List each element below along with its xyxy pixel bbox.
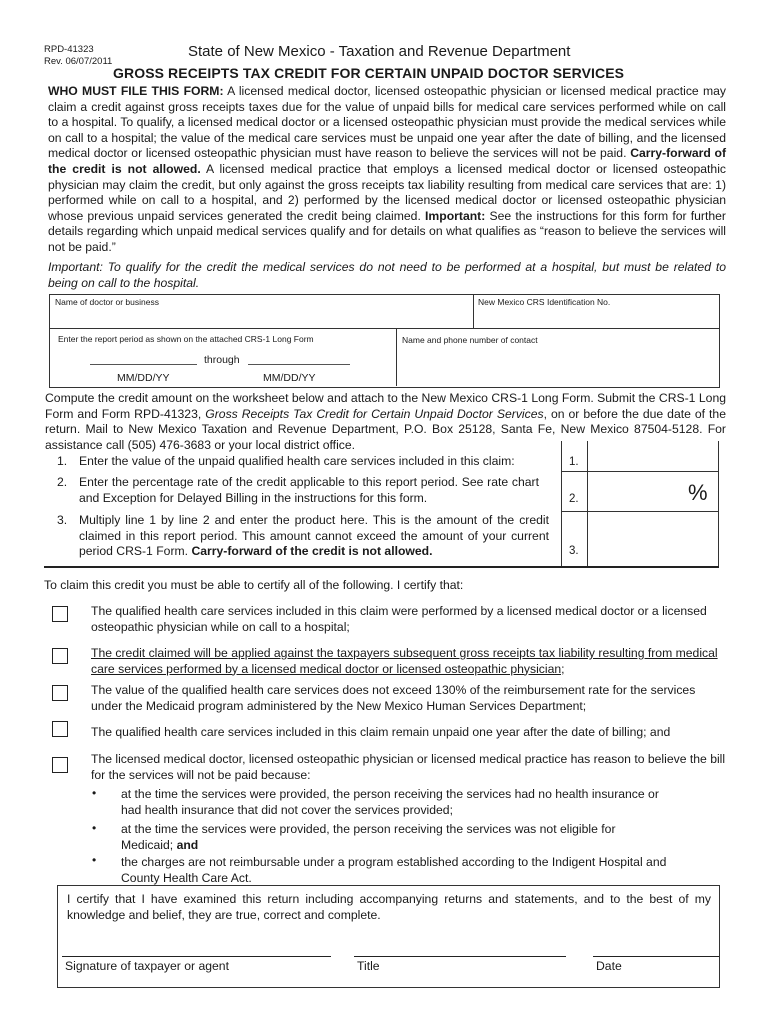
signature-label: Signature of taxpayer or agent bbox=[65, 959, 229, 973]
line1-amount-field[interactable] bbox=[589, 443, 717, 470]
certify-checkbox-2[interactable] bbox=[52, 648, 68, 664]
period-start-field[interactable] bbox=[90, 364, 197, 365]
certify-checkbox-4[interactable] bbox=[52, 721, 68, 737]
certify-intro: To claim this credit you must be able to certify all of the following. I certify that: bbox=[44, 578, 464, 592]
end-date-format: MM/DD/YY bbox=[263, 372, 316, 384]
line3-carry-forward: Carry-forward of the credit is not allowed. bbox=[191, 544, 433, 559]
compute-instructions: Compute the credit amount on the worksheet below and attach to the New Mexico CRS-1 Long Form. Submit the CRS-1 Long Form and Form RPD-41323, Gross Receipts Tax Credit for Certain Unpaid Doctor Services, on or before the due date of the return. Mail to New Mexico Taxation and Revenue Department, P.O. Box 25128, Santa Fe, New Mexico 87504-5128. For assistance call (505) 476-3683 or your local district office. bbox=[45, 391, 726, 452]
line2-text: Enter the percentage rate of the credit applicable to this report period. See rate chart and Exception for Delayed Billing in the instructions for this form. bbox=[79, 475, 539, 505]
certify-checkbox-1[interactable] bbox=[52, 606, 68, 622]
line3-text: Multiply line 1 by line 2 and enter the product here. This is the amount of the credit claimed in this report period. This amount cannot exceed the amount of your current period CRS-1 Form. Carry-forward of the credit is not allowed. bbox=[79, 513, 549, 559]
contact-field[interactable] bbox=[400, 346, 716, 384]
certify-item-2: The credit claimed will be applied against the taxpayers subsequent gross receipts tax liability resulting from medical care services performed by a licensed medical doctor or licensed osteopathic physician; bbox=[91, 646, 718, 676]
who-must-file-paragraph: WHO MUST FILE THIS FORM: A licensed medical doctor, licensed osteopathic physician or licensed medical practice may claim a credit against gross receipts taxes due for the value of unpaid bills for medical care services performed while on call to a hospital. To qualify, a licensed medical doctor or a licensed osteopathic physician must provide the medical services while on call to a hospital; the value of the medical care services must be unpaid one year after the date of billing, and the licensed medical doctor or licensed osteopathic physician must have reason to believe the services will not be paid. Carry-forward of the credit is not allowed. A licensed medical practice that employs a licensed medical doctor or licensed osteopathic physician may claim the credit, but only against the gross receipts tax liability resulting from medical care services that are: 1) performed while on call to a hospital, and 2) performed by the licensed medical doctor or licensed osteopathic physician whose previous unpaid services generated the credit being claimed. Important: See the instructions for this form for further details regarding which unpaid medical services qualify and for details on what qualifies as “reason to believe the services will not be paid.” bbox=[48, 84, 727, 254]
certify-item-5: The licensed medical doctor, licensed osteopathic physician or licensed medical practice has reason to believe the bill for the services will not be paid because: bbox=[91, 752, 726, 782]
line1-number: 1. bbox=[57, 454, 68, 468]
through-label: through bbox=[204, 354, 240, 366]
signature-field[interactable] bbox=[62, 956, 331, 957]
certify-item-4: The qualified health care services included in this claim remain unpaid one year after the date of billing; and bbox=[91, 725, 671, 739]
bullet-icon: • bbox=[92, 853, 97, 867]
line1-text: Enter the value of the unpaid qualified health care services included in this claim: bbox=[79, 454, 515, 468]
revision-date: Rev. 06/07/2011 bbox=[44, 56, 113, 67]
reason-bullet-2: at the time the services were provided, the person receiving the services was not eligible for Medicaid; and bbox=[121, 822, 616, 852]
reason-bullet-1: at the time the services were provided, the person receiving the services had no health insurance or had health insurance that did not cover the services provided; bbox=[121, 787, 659, 817]
line3-number: 3. bbox=[57, 513, 68, 527]
crs-id-field-label: New Mexico CRS Identification No. bbox=[478, 297, 611, 307]
certify-item-1: The qualified health care services included in this claim were performed by a licensed medical doctor or a licensed osteopathic physician while on call to a hospital; bbox=[91, 604, 707, 634]
certify-checkbox-5[interactable] bbox=[52, 757, 68, 773]
form-title-italic: Gross Receipts Tax Credit for Certain Unpaid Doctor Services bbox=[205, 406, 544, 421]
reason-bullet-2-and: and bbox=[176, 837, 199, 852]
who-must-file-label: WHO MUST FILE THIS FORM: bbox=[48, 84, 224, 98]
certification-statement: I certify that I have examined this return including accompanying returns and statements, and to the best of my knowledge and belief, they are true, correct and complete. bbox=[67, 892, 711, 922]
title-field[interactable] bbox=[354, 956, 566, 957]
bullet-icon: • bbox=[92, 821, 97, 835]
certify-item-3: The value of the qualified health care services does not exceed 130% of the reimbursement rate for the services under the Medicaid program administered by the New Mexico Human Services Department; bbox=[91, 683, 696, 713]
line1-box-label: 1. bbox=[569, 456, 579, 468]
important-label: Important: bbox=[425, 208, 486, 223]
percent-sign: % bbox=[688, 480, 708, 505]
line3-box-label: 3. bbox=[569, 545, 579, 557]
reason-bullet-3: the charges are not reimbursable under a program established according to the Indigent Hospital and County Health Care Act. bbox=[121, 855, 667, 885]
period-end-field[interactable] bbox=[248, 364, 350, 365]
title-label: Title bbox=[357, 959, 380, 973]
report-period-label: Enter the report period as shown on the attached CRS-1 Long Form bbox=[58, 334, 314, 344]
name-of-doctor-field[interactable] bbox=[52, 308, 470, 327]
line3-credit-field[interactable] bbox=[589, 513, 717, 565]
date-label: Date bbox=[596, 959, 622, 973]
line2-number: 2. bbox=[57, 475, 68, 489]
crs-id-field[interactable] bbox=[476, 308, 716, 327]
line2-box-label: 2. bbox=[569, 493, 579, 505]
start-date-format: MM/DD/YY bbox=[117, 372, 170, 384]
carry-forward-notice: Carry-forward of the credit is not allowed. bbox=[48, 146, 727, 176]
department-heading: State of New Mexico - Taxation and Revenue Department bbox=[188, 43, 571, 60]
certify-checkbox-3[interactable] bbox=[52, 685, 68, 701]
important-note: Important: To qualify for the credit the medical services do not need to be performed at a hospital, but must be related to being on call to the hospital. bbox=[48, 260, 726, 290]
contact-field-label: Name and phone number of contact bbox=[402, 335, 538, 345]
page-title: GROSS RECEIPTS TAX CREDIT FOR CERTAIN UNPAID DOCTOR SERVICES bbox=[113, 65, 625, 81]
date-field[interactable] bbox=[593, 956, 719, 957]
name-field-label: Name of doctor or business bbox=[55, 297, 159, 307]
form-number: RPD-41323 bbox=[44, 44, 94, 55]
bullet-icon: • bbox=[92, 786, 97, 800]
